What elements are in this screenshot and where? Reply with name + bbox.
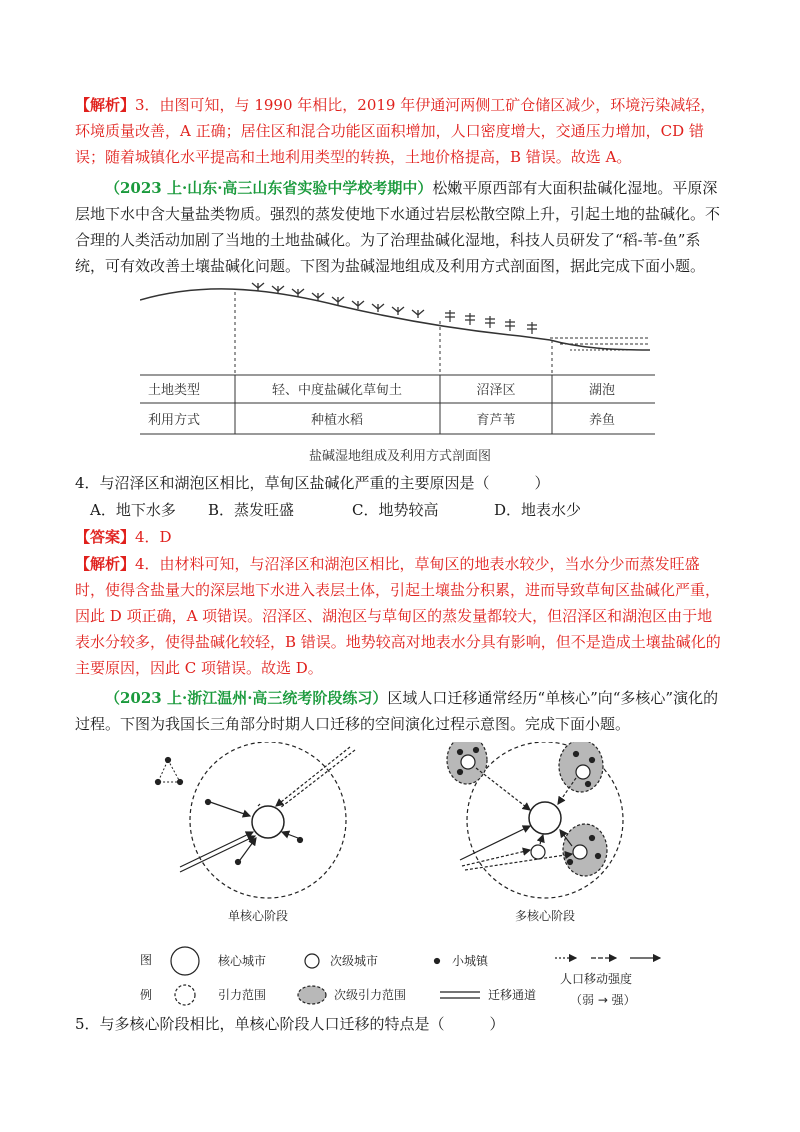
land-type-meadow: 轻、中度盐碱化草甸土 <box>271 383 403 398</box>
rice-plant-icons <box>252 283 424 318</box>
legend-corridor: 迁移通道 <box>488 988 537 1002</box>
single-core-caption: 单核心阶段 <box>227 909 289 923</box>
option-b: B．蒸发旺盛 <box>208 501 295 519</box>
legend-title-1: 图 <box>140 953 153 967</box>
legend-title-2: 例 <box>140 988 153 1002</box>
option-d: D．地表水少 <box>494 501 582 519</box>
row-header-land-type: 土地类型 <box>148 383 201 398</box>
legend-core-city: 核心城市 <box>218 954 267 968</box>
analysis-tag: 【解析】 <box>75 555 136 573</box>
answer-4 <box>75 524 725 550</box>
land-type-marsh: 沼泽区 <box>476 383 516 398</box>
legend-secondary-city: 次级城市 <box>330 954 379 968</box>
analysis-text: 3．由图可知，与 1990 年相比，2019 年伊通河两侧工矿仓储区减少，环境污染减轻，环境质量改善，A 正确；居住区和混合功能区面积增加，人口密度增大，交通压力增加，CD 错误；随着城镇化水平提高和土地利用类型的转换，土地价格提高，B 错误。故选 A。 <box>75 96 716 166</box>
single-core-diagram <box>156 742 356 898</box>
use-rice: 种植水稻 <box>310 413 364 428</box>
question-source: （2023 上·浙江温州·高三统考阶段练习） <box>105 689 388 707</box>
passage-text: 松嫩平原西部有大面积盐碱化湿地。平原深层地下水中含大量盐类物质。强烈的蒸发使地下水通过岩层松散空隙上升，引起土地的盐碱化。不合理的人类活动加剧了当地的土地盐碱化。为了治理盐碱化湿地，科技人员研发了“稻-苇-鱼”系统，可有效改善土壤盐碱化问题。下图为盐碱湿地组成及利用方式剖面图，据此完成下面小题。 <box>75 179 721 275</box>
legend-flow-strength: 人口移动强度 <box>560 972 633 986</box>
question-4-stem: 4．与沼泽区和湖泡区相比，草甸区盐碱化严重的主要原因是（ ） <box>75 474 550 492</box>
legend-secondary-gravity: 次级引力范围 <box>334 988 407 1002</box>
land-type-lake: 湖泡 <box>588 383 616 398</box>
question-source: （2023 上·山东·高三山东省实验中学校考期中） <box>105 179 433 197</box>
analysis-3 <box>75 92 725 170</box>
legend-flow-scale: （弱 → 强） <box>570 993 636 1007</box>
analysis-tag: 【解析】 <box>75 96 136 114</box>
legend-gravity-range: 引力范围 <box>218 988 267 1002</box>
analysis-4 <box>75 551 725 681</box>
legend-small-town: 小城镇 <box>452 954 489 968</box>
figure-caption: 盐碱湿地组成及利用方式剖面图 <box>308 449 492 464</box>
analysis-text: 4．由材料可知，与沼泽区和湖泡区相比，草甸区的地表水较少，当水分少而蒸发旺盛时，使得含盐量大的深层地下水进入表层土体，引起土壤盐分积累，进而导致草甸区盐碱化严重，因此 D 项正确，A 项错误。沼泽区、湖泡区与草甸区的蒸发量都较大，但沼泽区和湖泡区由于地表水分较多，使得盐碱化较轻，B 错误。地势较高对地表水分具有影响，但不是造成土壤盐碱化的主要原因，因此 C 项错误。故选 D。 <box>75 555 721 677</box>
wetland-profile-figure <box>140 278 660 468</box>
use-reed: 育芦苇 <box>476 413 516 428</box>
multi-core-diagram <box>447 742 623 898</box>
answer-tag: 【答案】 <box>75 528 136 546</box>
option-a: A．地下水多 <box>90 501 176 519</box>
row-header-use: 利用方式 <box>148 413 201 428</box>
answer-text: 4．D <box>135 528 172 546</box>
passage-1 <box>75 175 725 279</box>
reed-icons <box>445 310 537 334</box>
passage-2 <box>75 685 725 737</box>
question-5-stem: 5．与多核心阶段相比，单核心阶段人口迁移的特点是（ ） <box>75 1015 505 1033</box>
multi-core-caption: 多核心阶段 <box>514 909 576 923</box>
migration-figure <box>140 742 680 1022</box>
option-c: C．地势较高 <box>352 501 439 519</box>
passage-text: 区域人口迁移通常经历“单核心”向“多核心”演化的过程。下图为我国长三角部分时期人口迁移的空间演化过程示意图。完成下面小题。 <box>75 689 719 733</box>
use-fish: 养鱼 <box>588 413 616 428</box>
